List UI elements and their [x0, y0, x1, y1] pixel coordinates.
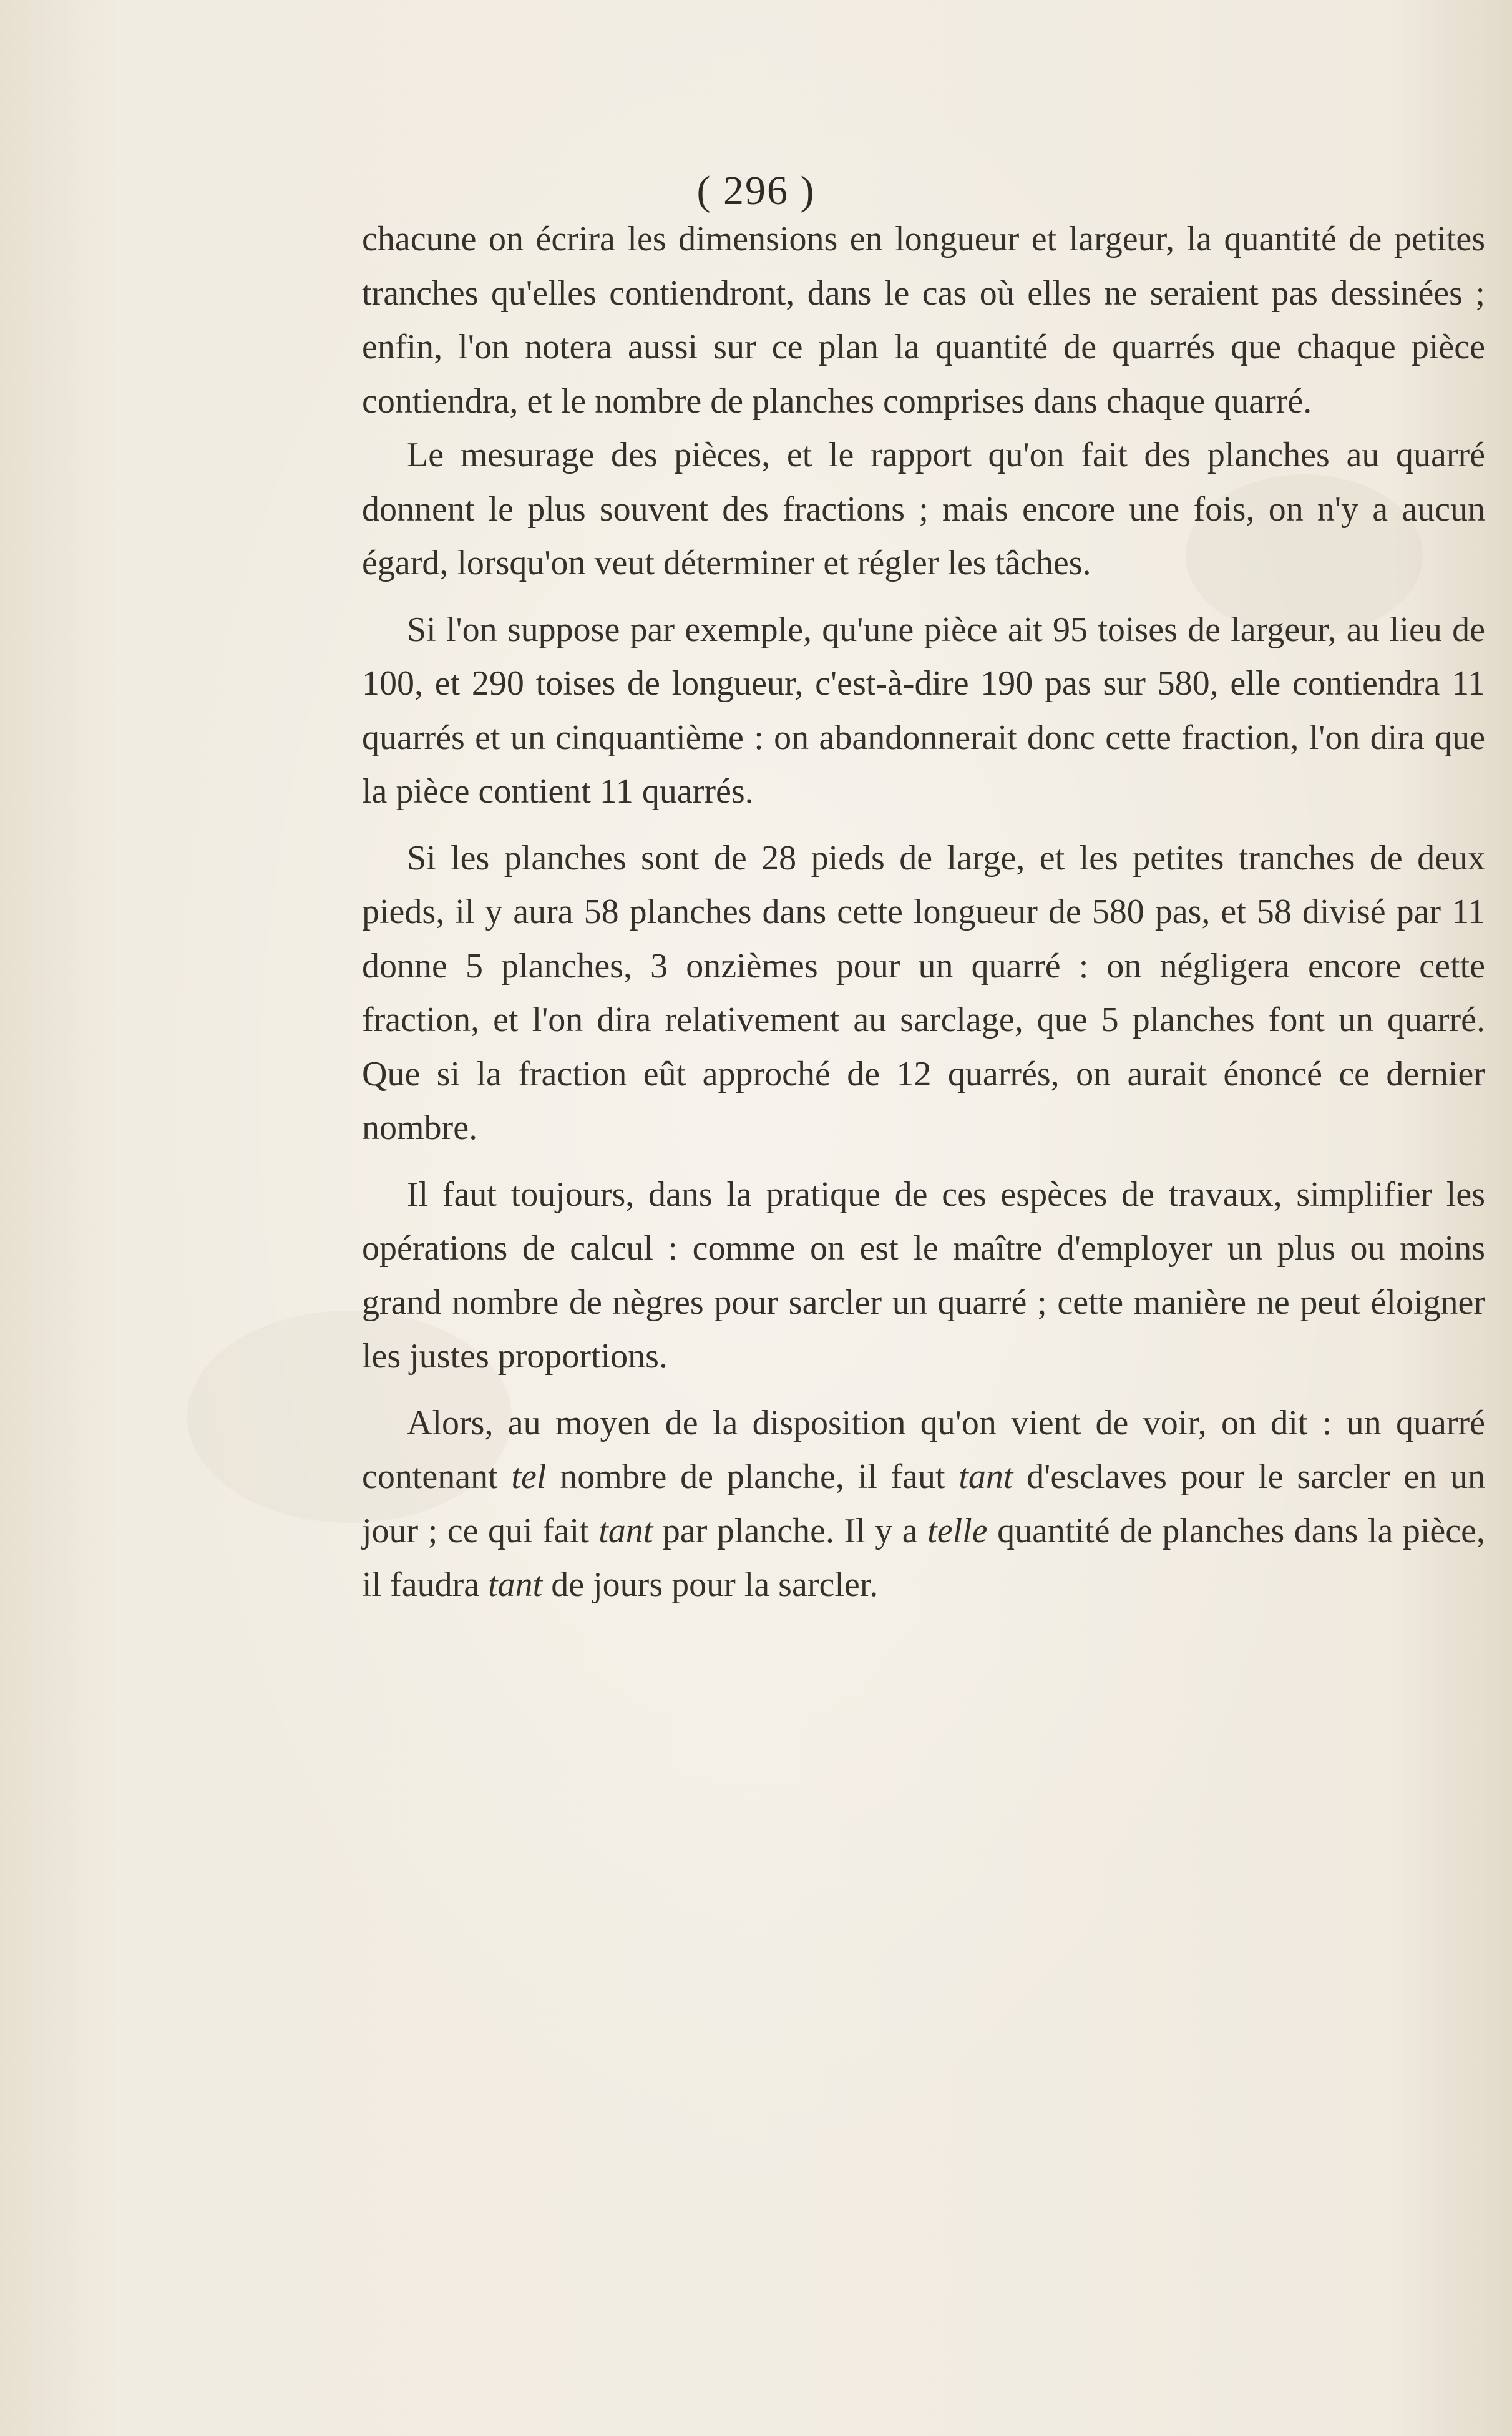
italic-word: tel — [511, 1457, 547, 1496]
text-segment: nombre de planche, il faut — [546, 1457, 959, 1496]
page-number: ( 296 ) — [696, 168, 816, 213]
paragraph-4 — [362, 831, 1485, 1155]
paragraph-text: Le mesurage des pièces, et le rapport qu'on fait des planches au quarré donnent le plus souvent des fractions ; mais encore une fois, on n'y a aucun égard, lorsqu'on veut déterminer et régler les tâches. — [362, 436, 1485, 582]
text-segment: de jours pour la sarcler. — [542, 1565, 879, 1604]
paragraph-text: chacune on écrira les dimensions en longueur et largeur, la quantité de petites tranches qu'elles contiendront, dans le cas où elles ne seraient pas dessinées ; enfin, l'on notera aussi sur ce plan la quantité de quarrés que chaque pièce contiendra, et le nombre de planches comprises dans chaque quarré. — [362, 220, 1485, 421]
italic-word: tant — [488, 1565, 543, 1604]
paragraph-5 — [362, 1168, 1485, 1384]
paragraph-2 — [362, 428, 1485, 590]
text-segment: Alors, au moyen de la disposition qu'on vient de voir, on dit : un quarré contenant — [362, 1403, 1485, 1496]
paragraph-3 — [362, 603, 1485, 819]
italic-word: tant — [598, 1511, 653, 1550]
paragraph-text: Il faut toujours, dans la pratique de ces espèces de travaux, simplifier les opérations de calcul : comme on est le maître d'employer un plus ou moins grand nombre de nègres pour sarcler un quarré ; cette manière ne peut éloigner les justes proportions. — [362, 1175, 1485, 1376]
paragraph-text: Si les planches sont de 28 pieds de large, et les petites tranches de deux pieds, il y aura 58 planches dans cette longueur de 580 pas, et 58 divisé par 11 donne 5 planches, 3 onzièmes pour un quarré : on négligera encore cette fraction, et l'on dira relativement au sarclage, que 5 planches font un quarré. Que si la fraction eût approché de 12 quarrés, on aurait énoncé ce dernier nombre. — [362, 838, 1485, 1147]
text-segment: quantité de planches dans la pièce, il faudra — [362, 1511, 1485, 1604]
paragraph-6 — [362, 1396, 1485, 1612]
italic-word: tant — [958, 1457, 1013, 1496]
text-segment: d'esclaves pour le sarcler en un jour ; ce qui fait — [362, 1457, 1485, 1550]
text-segment: par planche. Il y a — [653, 1511, 928, 1550]
body-text — [362, 212, 1485, 1612]
paragraph-1 — [362, 212, 1485, 428]
italic-word: telle — [927, 1511, 988, 1550]
paragraph-text: Si l'on suppose par exemple, qu'une pièce ait 95 toises de largeur, au lieu de 100, et 290 toises de longueur, c'est-à-dire 190 pas sur 580, elle contiendra 11 quarrés et un cinquantième : on abandonnerait donc cette fraction, l'on dira que la pièce contient 11 quarrés. — [362, 610, 1485, 811]
